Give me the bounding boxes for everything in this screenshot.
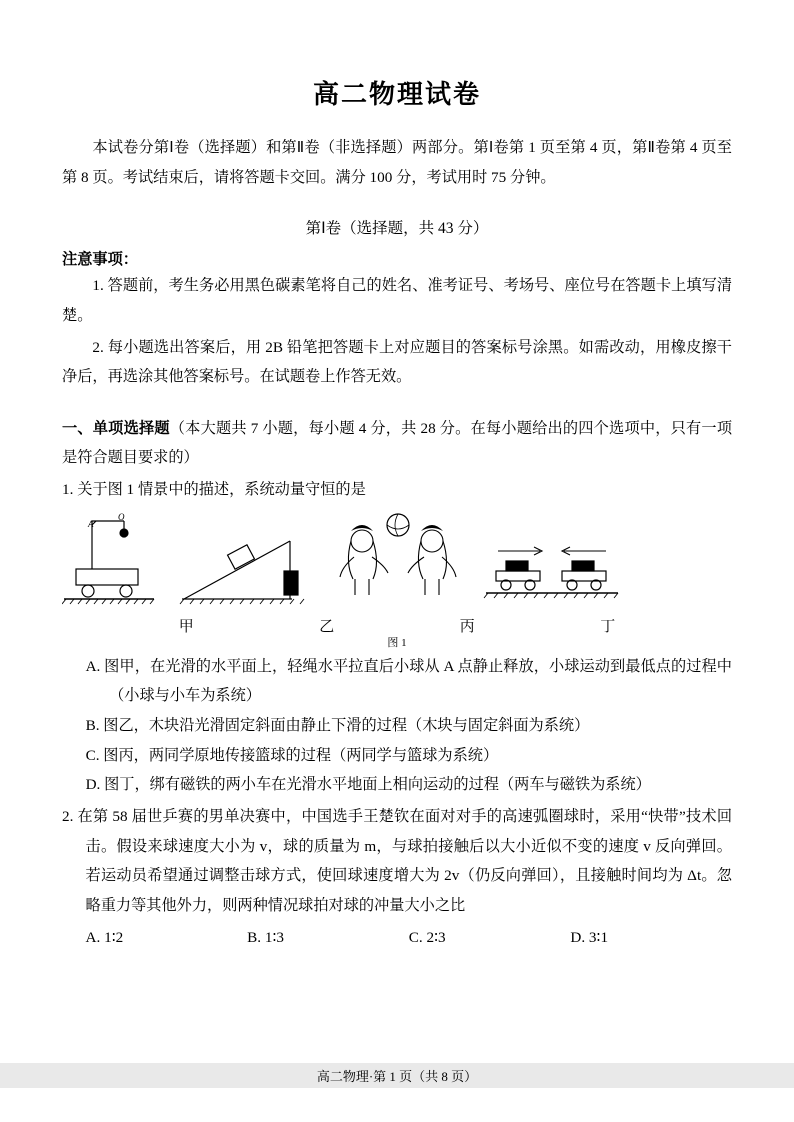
question-group-title [62,414,732,473]
option-c[interactable]: C. 2∶3 [408,928,446,946]
intro-paragraph: 本试卷分第Ⅰ卷（选择题）和第Ⅱ卷（非选择题）两部分。第Ⅰ卷第 1 页至第 4 页，第Ⅱ卷第 4 页至第 8 页。考试结束后，请将答题卡交回。满分 100 分，考试用时 75 分钟。 [62,139,732,186]
figure-caption: 图 1 [387,636,407,649]
svg-text:A: A [88,518,94,529]
question-2-options [62,923,732,953]
svg-text:O: O [118,511,125,522]
notice-item-2: 2. 每小题选出答案后，用 2B 铅笔把答题卡上对应题目的答案标号涂黑。如需改动，用橡皮擦干净后，再选涂其他答案标号。在试题卷上作答无效。 [62,338,732,386]
option-c[interactable]: C. 图丙，两同学原地传接篮球的过程（两同学与篮球为系统） [85,746,499,764]
option-a[interactable]: A. 1∶2 [85,928,124,946]
option-b[interactable]: B. 图乙，木块沿光滑固定斜面由静止下滑的过程（木块与固定斜面为系统） [85,717,590,735]
question-2-number: 2. [62,807,74,825]
question-2-stem [62,802,732,921]
question-2-text: 在第 58 届世乒赛的男单决赛中，中国选手王楚钦在面对对手的高速弧圈球时，采用“快带”技术回击。假设来球速度大小为 v，球的质量为 m，与球拍接触后以大小近似不变的速度 v 反向弹回。若运动员希望通过调整击球方式，使回球速度增大为 2v（仍反向弹回），且接触时间均为 Δt。忽略重力等其他外力，则两种情况球拍对球的冲量大小之比 [77,807,733,914]
question-group-title-rest: （本大题共 7 小题，每小题 4 分，共 28 分。在每小题给出的四个选项中，只有一项是符合题目要求的） [62,419,733,467]
question-1-number: 1. [62,481,74,499]
notice-title: 注意事项： [62,250,138,269]
section-heading: 第Ⅰ卷（选择题，共 43 分） [305,220,489,238]
page-title: 高二物理试卷 [312,80,481,110]
question-1-figure [62,511,732,650]
figure-label-ding: 丁 [600,618,616,635]
question-1-text: 关于图 1 情景中的描述，系统动量守恒的是 [77,481,366,499]
page-footer-text: 高二物理·第 1 页（共 8 页） [0,1063,794,1088]
figure-label-bing: 丙 [459,618,475,635]
question-group-title-bold: 一、单项选择题 [62,418,170,437]
option-d[interactable]: D. 3∶1 [570,928,609,946]
option-d[interactable]: D. 图丁，绑有磁铁的两小车在光滑水平地面上相向运动的过程（两车与磁铁为系统） [85,776,651,794]
option-b[interactable]: B. 1∶3 [247,928,285,946]
figure-part-labels [62,615,732,636]
option-a[interactable]: A. 图甲，在光滑的水平面上，轻绳水平拉直后小球从 A 点静止释放，小球运动到最低点的过程中（小球与小车为系统） [85,657,732,705]
physics-scenarios-illustration [62,511,622,621]
page-footer [0,1063,794,1088]
question-1-options [62,652,732,800]
notice-item-1: 1. 答题前，考生务必用黑色碳素笔将自己的姓名、准考证号、考场号、座位号在答题卡上填写清楚。 [62,277,732,324]
figure-label-yi: 乙 [319,618,335,635]
question-1-stem [62,475,732,505]
figure-label-jia: 甲 [178,618,194,635]
